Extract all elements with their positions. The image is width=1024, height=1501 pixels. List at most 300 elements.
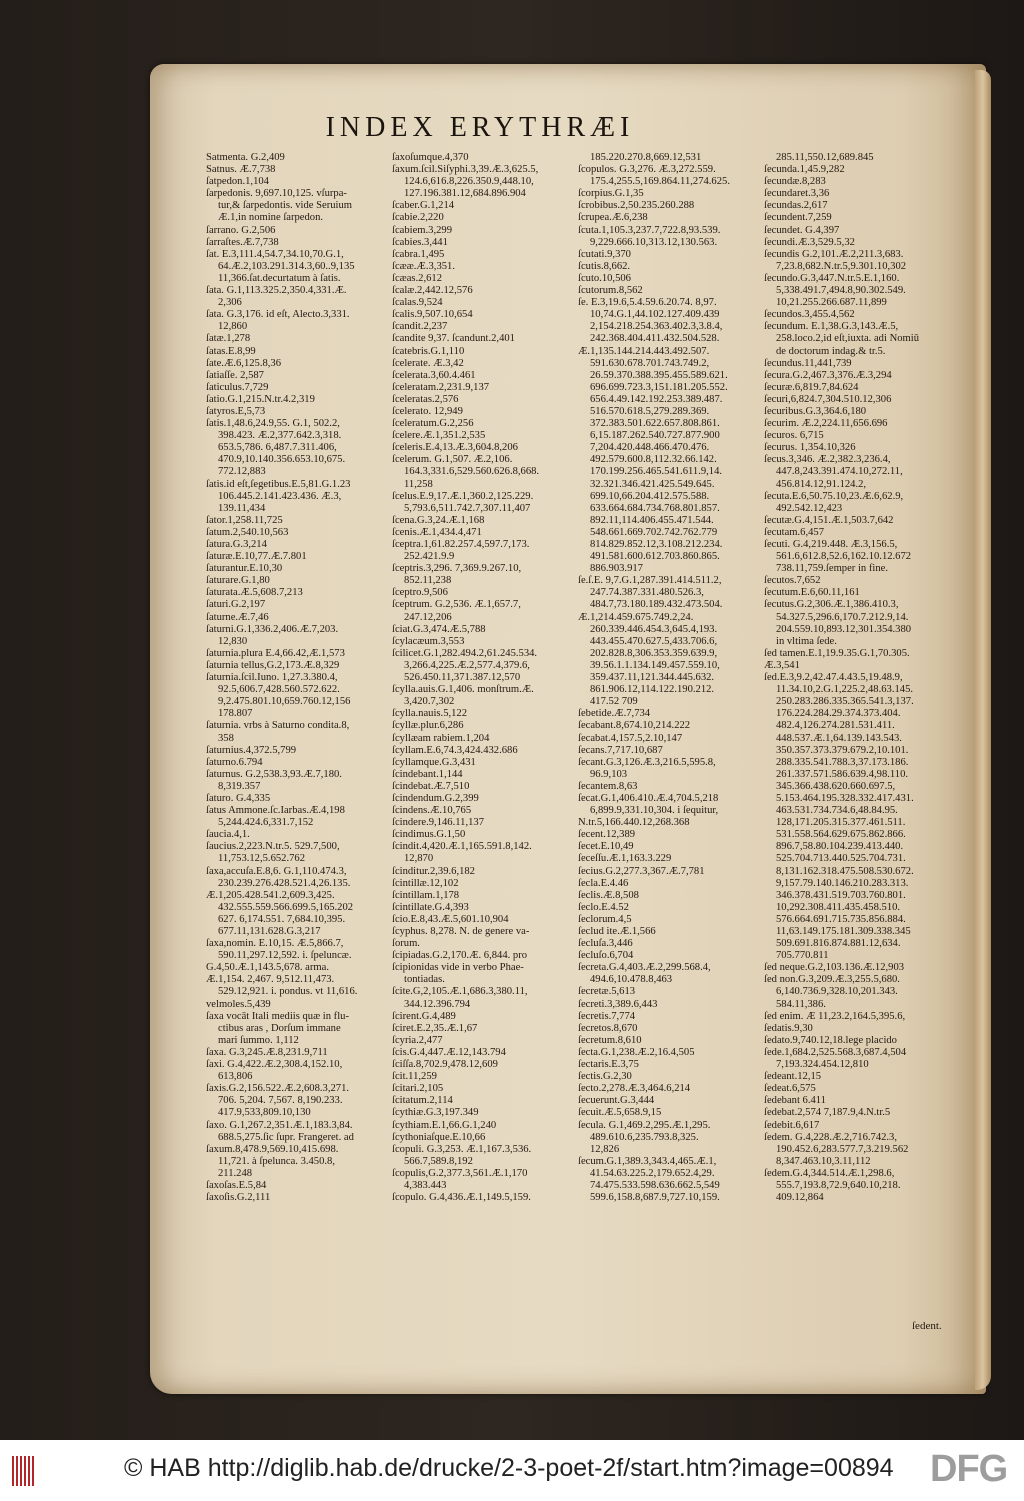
index-entry: ſecundas.2,617 [764, 200, 828, 212]
index-entry: ſecuerunt.G.3,444 [578, 1095, 655, 1107]
index-entry: ctibus aras , Dorſum immane [218, 1022, 341, 1034]
index-entry: ſcandit.2,237 [392, 321, 448, 333]
index-entry: ſceleris.E.4,13.Æ.3,604.8,206 [392, 442, 518, 454]
index-entry: ſecabant.8,674.10,214.222 [578, 720, 691, 732]
index-entry: ſcuto.10,506 [578, 272, 631, 284]
index-entry: 443.455.470.627.5,433.706.6, [590, 635, 718, 647]
index-entry: in vltima ſede. [776, 635, 837, 647]
index-entry: 489.610.6,235.793.8,325. [590, 1131, 699, 1143]
index-entry: 656.4.49.142.192.253.389.487. [590, 393, 723, 405]
index-entry: ſcyria.2,477 [392, 1034, 443, 1046]
index-entry: ſecta.G.1,238.Æ.2,16.4,505 [578, 1046, 695, 1058]
index-entry: ſcandite 9,37. ſcandunt.2,401 [392, 333, 515, 345]
index-entry: ſaxoſis.G.2,111 [206, 1192, 271, 1204]
page-fore-edge [975, 70, 991, 1390]
index-entry: 10,21.255.266.687.11,899 [776, 297, 887, 309]
index-entry: ſceptra.1,61.82.257.4,597.7,173. [392, 539, 530, 550]
index-entry: 584.11,386. [776, 998, 826, 1010]
index-entry: 627. 6,174.551. 7,684.10,395. [218, 913, 346, 925]
index-entry: ſaxum.ſcil.Siſyphi.3,39.Æ.3,625.5, [392, 164, 539, 176]
index-entry: ſaucius.2,223.N.tr.5. 529.7,500, [206, 841, 340, 853]
index-entry: ſcopulos. G.3,276. Æ.3,272.559. [578, 164, 716, 176]
index-entry: 4,383.443 [404, 1179, 447, 1191]
index-entry: 599.6,158.8,687.9,727.10,159. [590, 1192, 720, 1204]
index-entry: ſcyllam.E.6,74.3,424.432.686 [392, 744, 518, 756]
index-entry: ſatis.id eſt,ſegetibus.E.5,81.G.1.23 [206, 478, 351, 490]
index-entry: 509.691.816.874.881.12,634. [776, 938, 901, 950]
index-entry: 7,193.324.454.12,810 [776, 1059, 869, 1071]
index-entry: ſarrano. G.2,506 [206, 224, 276, 236]
index-entry: ſcindebant.1,144 [392, 768, 463, 780]
index-entry: 9,157.79.140.146.210.283.313. [776, 877, 909, 889]
index-entry: 41.54.63.225.2,179.652.4,29. [590, 1167, 715, 1179]
index-entry: 492.542.12,423 [776, 502, 843, 514]
index-entry: 260.339.446.454.3,645.4,193. [590, 623, 718, 635]
index-entry: ſcelerum. G.1,507. Æ.2,106. [392, 454, 513, 466]
index-entry: ſcintillam.1,178 [392, 889, 460, 901]
index-entry: ſecans.7,717.10,687 [578, 744, 663, 756]
index-entry: ſaturnia tellus,G.2,173.Æ.8,329 [206, 659, 340, 671]
index-entry: 5,244.424.6,331.7,152 [218, 817, 314, 829]
index-entry: ſcindendum.G.2,399 [392, 792, 479, 804]
index-entry: ſarraſtes.Æ.7,738 [206, 236, 279, 248]
index-entry: ſcindens.Æ.10,765 [392, 805, 472, 817]
catchword: ſedent. [912, 1320, 942, 1332]
index-entry: ſaturare.G.1,80 [206, 575, 270, 587]
index-entry: ſatas.E.8,99 [206, 345, 256, 357]
index-entry: ſcyphus. 8,278. N. de genere va- [392, 926, 530, 937]
index-entry: ſecla.E.4.46 [578, 877, 629, 889]
index-entry: ſed tamen.E.1,19.9.35.G.1,70.305. [764, 647, 910, 659]
index-entry: ſedem.G.4,344.514.Æ.1,298.6, [764, 1167, 895, 1179]
index-entry: tur,& ſarpedontis. vide Seruium [218, 200, 353, 212]
index-entry: ſcythiæ.G.3,197.349 [392, 1107, 479, 1119]
index-entry: ſatura.G.3,214 [206, 539, 267, 550]
index-entry: ſecurim. Æ.2,224.11,656.696 [764, 418, 888, 430]
index-entry: 344.12.396.794 [404, 998, 471, 1010]
index-entry: 5,793.6,511.742.7,307.11,407 [404, 502, 531, 514]
index-entry: ſecretum.8,610 [578, 1034, 642, 1046]
index-entry: ſedato.9,740.12,18.lege placido [764, 1034, 897, 1046]
index-entry: ſcæas.2,612 [392, 272, 443, 284]
index-entry: ſedebit.6,617 [764, 1119, 820, 1131]
index-entry: 10,292.308.411.435.458.510. [776, 901, 901, 913]
index-column-4 [764, 152, 964, 1332]
index-entry: 250.283.286.335.365.541.3,137. [776, 696, 914, 708]
index-entry: mari ſummo. 1,112 [218, 1034, 299, 1046]
index-entry: 448.537.Æ.1,64.139.143.543. [776, 732, 902, 744]
index-entry: ſcelerato. 12,949 [392, 405, 463, 417]
index-entry: ſeclorum.4,5 [578, 913, 632, 925]
index-entry: G.4,50.Æ.1,143.5,678. arma. [206, 962, 329, 974]
index-entry: 176.224.284.29.374.373.404. [776, 708, 901, 720]
index-entry: 11,753.12,5.652.762 [218, 853, 306, 865]
index-entry: ſatyros.E,5,73 [206, 405, 266, 417]
index-entry: ſaxi. G.4,422.Æ.2,308.4,152.10, [206, 1059, 343, 1071]
index-entry: de doctorum indag.& tr.5. [776, 345, 886, 357]
index-entry: ſceleratam.2,231.9,137 [392, 381, 490, 393]
index-entry: ſecto.2,278.Æ.3,464.6,214 [578, 1083, 691, 1095]
index-entry: ſcena.G.3,24.Æ.1,168 [392, 514, 485, 526]
index-entry: ſectis.G.2,30 [578, 1071, 632, 1083]
index-entry: ſaxa vocāt Itali mediis quæ in flu- [206, 1010, 349, 1022]
index-entry: ſaxa. G.3,245.Æ.8,231.9,711 [206, 1046, 328, 1058]
index-entry: 852.11,238 [404, 575, 452, 587]
index-entry: 230.239.276.428.521.4,26.135. [218, 877, 351, 889]
index-entry: ſcelus.E.9,17.Æ.1,360.2,125.229. [392, 490, 534, 502]
index-entry: 2,306 [218, 297, 242, 309]
index-entry: 252.421.9.9 [404, 551, 455, 563]
index-entry: ſed.E.3,9.2,42.47.4.43.5,19.48.9, [764, 672, 903, 684]
index-entry: ſatum.2,540.10,563 [206, 526, 289, 538]
index-entry: ſaturnia.ſcil.Iuno. 1,27.3.380.4, [206, 672, 338, 684]
index-entry: ſcintillæ.12,102 [392, 877, 459, 889]
index-entry: ſedebant 6.411 [764, 1095, 826, 1107]
index-entry: ſcalas.9,524 [392, 297, 443, 309]
index-entry: ſatus Ammone.ſc.Iarbas.Æ.4,198 [206, 805, 345, 817]
index-entry: ſcipionidas vide in verbo Phae- [392, 962, 524, 974]
index-entry: 11,366.ſat.decurtatum à ſatis. [218, 272, 341, 284]
index-entry: 54.327.5,296.6,170.7.212.9,14. [776, 611, 909, 623]
index-entry: 12,860 [218, 321, 248, 333]
index-entry: ſecat.G.1,406.410.Æ.4,704.5,218 [578, 792, 719, 804]
index-entry: 261.337.571.586.639.4,98.110. [776, 768, 909, 780]
index-entry: ſcyllæ.plur.6,286 [392, 720, 464, 732]
footer-bar [0, 1440, 1024, 1501]
index-entry: ſecreti.3,389.6,443 [578, 998, 658, 1010]
index-entry: ſaucia.4,1. [206, 829, 250, 841]
index-entry: ſcyllæam rabiem.1,204 [392, 732, 490, 744]
index-entry: ſed neque.G.2,103.136.Æ.12,903 [764, 962, 905, 974]
index-entry: ſcythoniaſque.E.10,66 [392, 1131, 486, 1143]
index-entry: 288.335.541.788.3,37.173.186. [776, 756, 909, 768]
index-entry: ſator.1,258.11,725 [206, 514, 283, 526]
index-entry: ſe.ſ.E. 9,7.G.1,287.391.414.511.2, [578, 575, 722, 587]
index-entry: ſecutos.7,652 [764, 575, 821, 587]
index-entry: ſaxoſas.E.5,84 [206, 1179, 267, 1191]
index-entry: ſecura.G.2,467.3,376.Æ.3,294 [764, 369, 892, 381]
index-entry: 3,420.7,302 [404, 696, 455, 708]
index-entry: ſcinditur.2,39.6,182 [392, 865, 475, 877]
index-entry: 591.630.678.701.743.749.2, [590, 357, 710, 369]
index-entry: 484.7,73.180.189.432.473.504. [590, 599, 723, 611]
index-entry: 677.11,131.628.G.3,217 [218, 926, 321, 937]
index-entry: ſat. E.3,111.4,54.7,34.10,70.G.1, [206, 248, 344, 260]
index-entry: ſcylla.auis.G.1,406. monſtrum.Æ. [392, 684, 534, 696]
index-entry: 516.570.618.5,279.289.369. [590, 405, 710, 417]
index-entry: 8,347.463.10,3.11,112 [776, 1155, 871, 1167]
hab-logo-icon [12, 1456, 34, 1486]
index-entry: 359.437.11,121.344.445.632. [590, 672, 715, 684]
index-entry: ſcopulis,G.2,377.3,561.Æ.1,170 [392, 1167, 528, 1179]
index-entry: ſebetide.Æ.7,734 [578, 708, 651, 720]
index-entry: ſcio.E.8,43.Æ.5,601.10,904 [392, 913, 509, 925]
index-column-3 [578, 152, 760, 1332]
index-entry: ſcit.11,259 [392, 1071, 437, 1083]
index-entry: 892.11,114.406.455.471.544. [590, 514, 714, 526]
index-entry: ſedebat.2,574 7,187.9,4.N.tr.5 [764, 1107, 891, 1119]
index-entry: N.tr.5,166.440.12,268.368 [578, 817, 690, 829]
index-entry: 688.5,275.ſic ſupr. Frangeret. ad [218, 1131, 354, 1143]
index-entry: ſecretæ.5,613 [578, 986, 636, 998]
index-entry: ſaturni.G.1,336.2,406.Æ.7,203. [206, 623, 339, 635]
index-entry: 738.11,759.ſemper in fine. [776, 563, 888, 575]
index-entry: 258.loco.2,id eſt,iuxta. adi Nomiū [776, 333, 919, 345]
index-entry: ſcipiadas.G.2,170.Æ. 6,844. pro [392, 950, 528, 962]
index-entry: 7,23.8,682.N.tr.5,9.301.10,302 [776, 260, 907, 272]
index-entry: ſcelere.Æ.1,351.2,535 [392, 430, 486, 442]
index-entry: ſcindimus.G.1,50 [392, 829, 466, 841]
index-entry: ſcutis.8,662. [578, 260, 631, 272]
index-entry: 12,826 [590, 1143, 620, 1155]
index-entry: ſecant.G.3,126.Æ.3,216.5,595.8, [578, 756, 716, 768]
index-entry: ſaxa,accuſa.E.8,6. G.1,110.474.3, [206, 865, 347, 877]
index-entry: ſedeat.6,575 [764, 1083, 816, 1095]
index-entry: ſciret.E.2,35.Æ.1,67 [392, 1022, 478, 1034]
index-entry: ſceptrum. G.2,536. Æ.1,657.7, [392, 599, 521, 611]
index-entry: ſcorpius.G.1,35 [578, 188, 644, 200]
index-entry: ſed enim. Æ 11,23.2,164.5,395.6, [764, 1010, 906, 1022]
index-entry: 699.10,66.204.412.575.588. [590, 490, 710, 502]
index-entry: 3,266.4,225.Æ.2,577.4,379.6, [404, 659, 530, 671]
index-entry: ſcintillate.G.4,393 [392, 901, 469, 913]
index-entry: 74.475.533.598.636.662.5,549 [590, 1179, 720, 1191]
index-entry: Æ.1,in nomine ſarpedon. [218, 212, 324, 224]
index-entry: 590.11,297.12,592. i. ſpeluncæ. [218, 950, 352, 962]
index-entry: 861.906.12,114.122.190.212. [590, 684, 715, 696]
index-entry: ſcaber.G.1,214 [392, 200, 455, 212]
index-entry: ſaturnus. G.2,538.3,93.Æ.7,180. [206, 768, 342, 780]
index-entry: ſecutus.G.2,306.Æ.1,386.410.3, [764, 599, 899, 611]
index-entry: ſaturo. G.4,335 [206, 792, 271, 804]
index-entry: 170.199.256.465.541.611.9,14. [590, 466, 723, 478]
index-entry: 633.664.684.734.768.801.857. [590, 502, 720, 514]
index-entry: 482.4,126.274.281.531.411. [776, 720, 895, 732]
index-entry: ſcis.G.4,447.Æ.12,143.794 [392, 1046, 506, 1058]
index-entry: Æ.3,541 [764, 659, 800, 671]
index-entry: ſarpedonis. 9,697.10,125. vſurpa- [206, 188, 347, 200]
index-entry: 432.555.559.566.699.5,165.202 [218, 901, 354, 913]
index-entry: 494.6,10.478.8,463 [590, 974, 673, 986]
index-entry: ſcylla.nauis.5,122 [392, 708, 468, 720]
index-entry: ſcabra.1,495 [392, 248, 445, 260]
index-entry: ſcalæ.2,442.12,576 [392, 285, 473, 297]
index-entry: ſecuta.E.6,50.75.10,23.Æ.6,62.9, [764, 490, 904, 502]
index-entry: 5.153.464.195.328.332.417.431. [776, 792, 914, 804]
index-entry: ſatæ.1,278 [206, 333, 251, 345]
index-entry: tontiadas. [404, 974, 445, 986]
index-entry: ſcelerate. Æ.3,42 [392, 357, 464, 369]
index-entry: ſecundæ.8,283 [764, 176, 826, 188]
index-entry: ſaturantur.E.10,30 [206, 563, 283, 575]
index-entry: 11,63.149.175.181.309.338.345 [776, 926, 911, 937]
index-entry: ſeceſſu.Æ.1,163.3.229 [578, 853, 672, 865]
index-entry: ſaturnia. vrbs à Saturno condita.8, [206, 720, 350, 732]
index-entry: 247.12,206 [404, 611, 452, 623]
index-entry: ſcenis.Æ.1,434.4,471 [392, 526, 482, 538]
index-entry: ſaturnia.plura E.4,66.42,Æ.1,573 [206, 647, 345, 659]
index-entry: 7,204.420.448.466.470.476. [590, 442, 710, 454]
index-entry: ſata. G.1,113.325.2,350.4,331.Æ. [206, 285, 347, 297]
index-entry: 6,15.187.262.540.727.877.900 [590, 430, 720, 442]
index-entry: ſciſſa.8,702.9,478.12,609 [392, 1059, 498, 1071]
index-entry: ſecundus.11,441,739 [764, 357, 852, 369]
index-entry: 26.59.370.388.395.455.589.621. [590, 369, 728, 381]
index-entry: 285.11,550.12,689.845 [776, 152, 874, 163]
index-entry: ſaturne.Æ.7,46 [206, 611, 269, 623]
index-entry: 447.8,243.391.474.10,272.11, [776, 466, 903, 478]
index-entry: Æ.1,214.459.675.749.2,24. [578, 611, 694, 623]
index-entry: 12,870 [404, 853, 434, 865]
index-entry: ſaxis.G.2,156.522.Æ.2,608.3,271. [206, 1083, 350, 1095]
index-entry: 106.445.2.141.423.436. Æ.3, [218, 490, 342, 502]
index-entry: 247.74.387.331.480.526.3, [590, 587, 704, 599]
index-entry: 346.378.431.519.703.760.801. [776, 889, 906, 901]
index-entry: 358 [218, 732, 234, 744]
index-entry: ſcabiem.3,299 [392, 224, 453, 236]
index-entry: ſecuti. G.4,219.448. Æ.3,156.5, [764, 539, 898, 550]
index-entry: ſecent.12,389 [578, 829, 636, 841]
index-entry: 11,721. à ſpelunca. 3.450.8, [218, 1155, 335, 1167]
index-entry: 525.704.713.440.525.704.731. [776, 853, 906, 865]
index-entry: ſceptro.9,506 [392, 587, 448, 599]
index-entry: 164.3,331.6,529.560.626.8,668. [404, 466, 540, 478]
index-entry: 204.559.10,893.12,301.354.380 [776, 623, 912, 635]
index-entry: ſcutorum.8,562 [578, 285, 643, 297]
index-entry: ſcabie.2,220 [392, 212, 444, 224]
index-entry: 470.9,10.140.356.653.10,675. [218, 454, 346, 466]
index-entry: ſate.Æ.6,125.8,36 [206, 357, 282, 369]
index-entry: 886.903.917 [590, 563, 643, 575]
index-entry: ſecreta.G.4,403.Æ.2,299.568.4, [578, 962, 711, 974]
index-column-1 [206, 152, 388, 1332]
index-entry: ſcrupea.Æ.6,238 [578, 212, 648, 224]
index-entry: ſedeant.12,15 [764, 1071, 822, 1083]
index-entry: 566.7,589.8,192 [404, 1155, 473, 1167]
index-entry: 529.12,921. i. pondus. vt 11,616. [218, 986, 358, 998]
index-entry: Satmenta. G.2,409 [206, 152, 285, 163]
index-entry: ſecundo.G.3,447.N.tr.5.E.1,160. [764, 272, 900, 284]
index-entry: 6,140.736.9,328.10,201.343. [776, 986, 898, 998]
index-entry: 456.814.12,91.124.2, [776, 478, 867, 490]
index-entry: 696.699.723.3,151.181.205.552. [590, 381, 728, 393]
index-entry: 613,806 [218, 1071, 253, 1083]
index-entry: ſcindere.9,146.11,137 [392, 817, 484, 829]
index-entry: ſorum. [392, 938, 420, 950]
index-entry: ſecretis.7,774 [578, 1010, 636, 1022]
index-entry: ſecunda.1,45.9,282 [764, 164, 845, 176]
index-entry: 178.807 [218, 708, 253, 720]
index-entry: ſecundent.7,259 [764, 212, 832, 224]
index-entry: 39.56.1.1.134.149.457.559.10, [590, 659, 720, 671]
index-entry: 706. 5,204. 7,567. 8,190.233. [218, 1095, 343, 1107]
index-entry: ſciat.G.3,474.Æ.5,788 [392, 623, 486, 635]
index-entry: ſcirent.G.4,489 [392, 1010, 456, 1022]
index-entry: ſaturata.Æ.5,608.7,213 [206, 587, 303, 599]
index-entry: ſecutum.E.6,60.11,161 [764, 587, 860, 599]
index-entry: ſe. E.3,19.6,5.4.59.6.20.74. 8,97. [578, 297, 717, 309]
index-entry: 526.450.11,371.387.12,570 [404, 672, 521, 684]
index-entry: ſecundet. G.4,397 [764, 224, 840, 236]
index-entry: velmoles.5,439 [206, 998, 271, 1010]
index-entry: ſecuribus.G.3,364.6,180 [764, 405, 867, 417]
index-entry: ſcutati.9,370 [578, 248, 631, 260]
index-entry: ſecus.3,346. Æ.2,382.3,236.4, [764, 454, 891, 466]
index-entry: 705.770.811 [776, 950, 829, 962]
index-entry: 32.321.346.421.425.549.645. [590, 478, 715, 490]
index-entry: ſatis.1,48.6,24.9,55. G.1, 502.2, [206, 418, 340, 430]
index-entry: 9,229.666.10,313.12,130.563. [590, 236, 718, 248]
index-entry: ſaxo. G.1,267.2,351.Æ.1,183.3,84. [206, 1119, 353, 1131]
index-entry: 491.581.600.612.703.860.865. [590, 551, 720, 563]
index-entry: ſed non.G.3,209.Æ.3,255.5,680. [764, 974, 900, 986]
index-entry: ſcalis.9,507.10,654 [392, 309, 473, 321]
index-entry: 9,2.475.801.10,659.760.12,156 [218, 696, 351, 708]
index-entry: ſatiaſſe. 2,587 [206, 369, 264, 381]
index-entry: ſecundum. E.1,38.G.3,143.Æ.5, [764, 321, 899, 333]
index-entry: ſecuri,6,824.7,304.510.12,306 [764, 393, 892, 405]
index-entry: 409.12,864 [776, 1192, 824, 1204]
index-entry: 211.248 [218, 1167, 253, 1179]
index-entry: Æ.1,154. 2,467. 9,512.11,473. [206, 974, 335, 986]
index-entry: ſcelerata.3,60.4.461 [392, 369, 476, 381]
dfg-logo: DFG [930, 1448, 1008, 1490]
index-entry: Æ.1,135.144.214.443.492.507. [578, 345, 710, 357]
index-entry: ſcææ.Æ.3,351. [392, 260, 455, 272]
page-title: INDEX ERYTHRÆI [325, 112, 635, 143]
index-entry: 10,74.G.1,44.102.127.409.439 [590, 309, 720, 321]
index-entry: ſede.1,684.2,525.568.3,687.4,504 [764, 1046, 907, 1058]
index-entry: ſecula. G.1,469.2,295.Æ.1,295. [578, 1119, 711, 1131]
index-entry: 398.423. Æ.2,377.642.3,318. [218, 430, 342, 442]
index-entry: 128,171.205.315.377.461.511. [776, 817, 906, 829]
index-entry: ſecutam.6,457 [764, 526, 825, 538]
index-entry: ſecundos.3,455.4,562 [764, 309, 855, 321]
index-entry: ſeclis.Æ.8,508 [578, 889, 639, 901]
index-entry: ſceleratum.G.2,256 [392, 418, 474, 430]
index-entry: ſaxa,nomin. E.10,15. Æ.5,866.7, [206, 938, 344, 950]
index-entry: ſaturæ.E.10,77.Æ.7.801 [206, 551, 307, 563]
index-entry: 11.34.10,2.G.1,225.2,48.63.145. [776, 684, 914, 696]
index-entry: ſaticulus.7,729 [206, 381, 269, 393]
index-entry: ſcyllamque.G.3,431 [392, 756, 476, 768]
index-entry: ſcatebris.G.1,110 [392, 345, 465, 357]
index-entry: ſcitari.2,105 [392, 1083, 444, 1095]
index-entry: ſcilicet.G.1,282.494.2,61.245.534. [392, 647, 538, 659]
index-entry: ſcindit.4,420.Æ.1,165.591.8,142. [392, 841, 532, 853]
index-entry: ſeclud ite.Æ.1,566 [578, 926, 656, 937]
index-entry: ſecundaret.3,36 [764, 188, 830, 200]
index-entry: 576.664.691.715.735.856.884. [776, 913, 906, 925]
index-entry: ſecet.E.10,49 [578, 841, 634, 853]
index-entry: ſaturno.6.794 [206, 756, 263, 768]
copyright-link[interactable]: © HAB http://diglib.hab.de/drucke/2-3-poet-2f/start.htm?image=00894 [124, 1454, 894, 1482]
index-entry: 463.531.734.734.6,48.84.95. [776, 805, 898, 817]
index-entry: 139.11,434 [218, 502, 266, 514]
index-entry: ſecretos.8,670 [578, 1022, 638, 1034]
index-entry: 492.579.600.8,112.32.66.142. [590, 454, 717, 466]
index-entry: 417.52 709 [590, 696, 638, 708]
index-entry: 127.196.381.12,684.896.904 [404, 188, 526, 200]
index-entry: 11,258 [404, 478, 433, 490]
index-entry: 345.366.438.620.660.697.5, [776, 780, 896, 792]
index-entry: ſecurus. 1,354.10,326 [764, 442, 856, 454]
index-entry: ſcitatum.2,114 [392, 1095, 453, 1107]
index-entry: ſcopulo. G.4,436.Æ.1,149.5,159. [392, 1192, 531, 1204]
index-entry: 175.4,255.5,169.864.11,274.625. [590, 176, 730, 188]
index-entry: ſata. G.3,176. id eſt, Alecto.3,331. [206, 309, 350, 321]
index-entry: ſecantem.8,63 [578, 780, 638, 792]
